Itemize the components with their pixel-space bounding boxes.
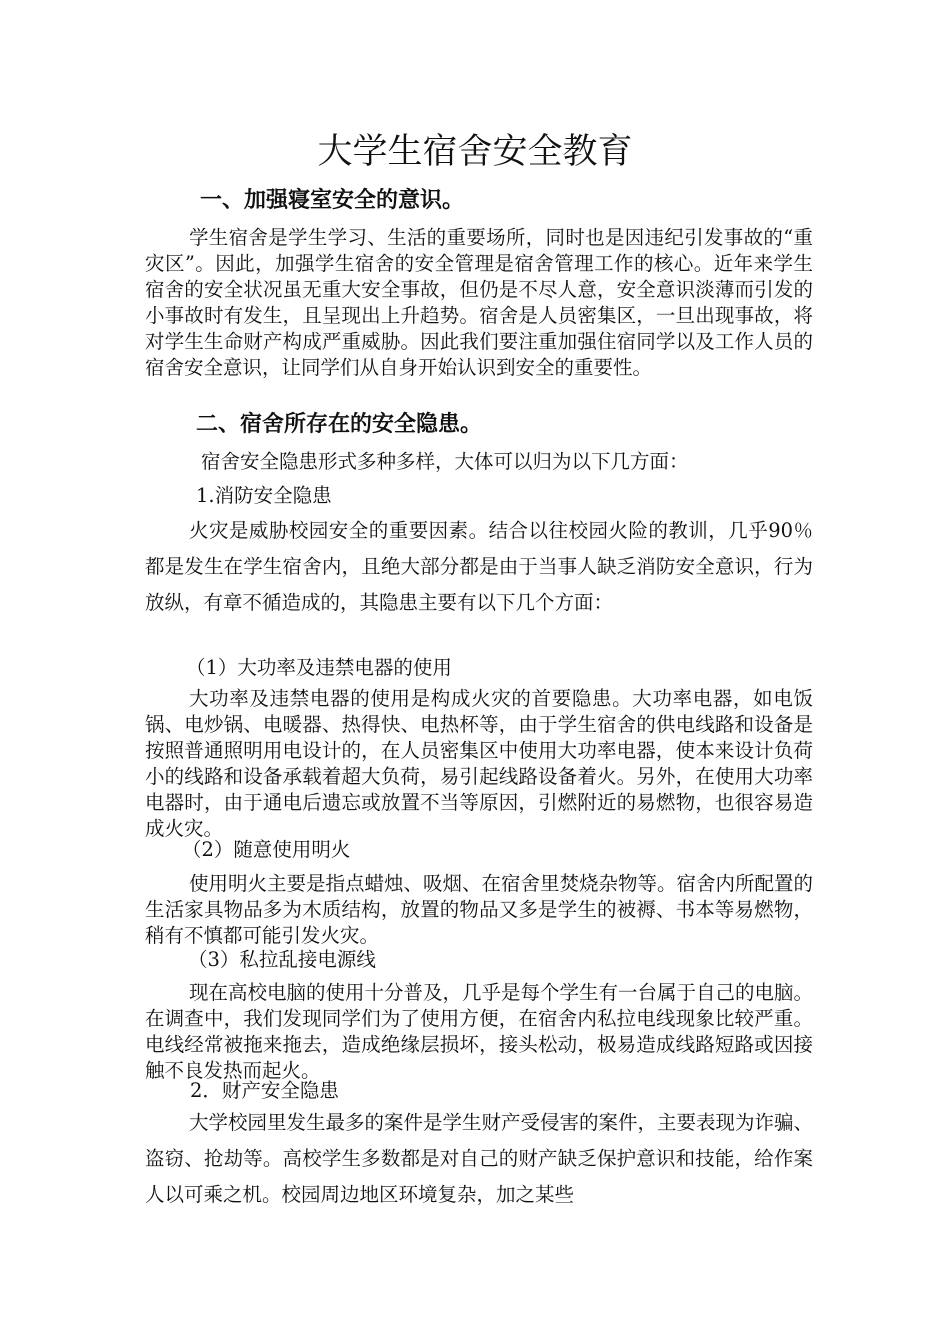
property-safety-paragraph: 大学校园里发生最多的案件是学生财产受侵害的案件，主要表现为诈骗、盗窃、抢劫等。高校学生多数都是对自己的财产缺乏保护意识和技能，给作案人以可乘之机。校园周边地区环境复杂，加之某些	[145, 1111, 814, 1206]
section-1-paragraph: 学生宿舍是学生学习、生活的重要场所，同时也是因违纪引发事故的“重灾区”。因此，加强学生宿舍的安全管理是宿舍管理工作的核心。近年来学生宿舍的安全状况虽无重大安全事故，但仍是不尽人意，安全意识淡薄而引发的小事故时有发生，且呈现出上升趋势。宿舍是人员密集区，一旦出现事故，将对学生生命财产构成严重威胁。因此我们要注重加强住宿同学以及工作人员的宿舍安全意识，让同学们从自身开始认识到安全的重要性。	[145, 226, 813, 379]
fire-item-1-paragraph: 大功率及违禁电器的使用是构成火灾的首要隐患。大功率电器，如电饭锅、电炒锅、电暖器、热得快、电热杯等，由于学生宿舍的供电线路和设备是按照普通照明用电设计的，在人员密集区中使用大功率电器，使本来设计负荷小的线路和设备承载着超大负荷，易引起线路设备着火。另外，在使用大功率电器时，由于通电后遗忘或放置不当等原因，引燃附近的易燃物，也很容易造成火灾。	[145, 687, 813, 840]
fire-item-3-paragraph: 现在高校电脑的使用十分普及，几乎是每个学生有一台属于自己的电脑。在调查中，我们发现同学们为了使用方便，在宿舍内私拉电线现象比较严重。电线经常被拖来拖去，造成绝缘层损坏，接头松动，极易造成线路短路或因接触不良发热而起火。	[145, 981, 814, 1082]
section-2-intro: 宿舍安全隐患形式多种多样，大体可以归为以下几方面：	[201, 450, 689, 473]
fire-safety-label: 1.消防安全隐患	[196, 484, 332, 507]
fire-item-2-paragraph: 使用明火主要是指点蜡烛、吸烟、在宿舍里焚烧杂物等。宿舍内所配置的生活家具物品多为木质结构，放置的物品又多是学生的被褥、书本等易燃物，稍有不慎都可能引发火灾。	[145, 872, 814, 947]
property-safety-label: 2．财产安全隐患	[190, 1079, 339, 1102]
fire-item-1-label: （1）大功率及违禁电器的使用	[186, 656, 452, 679]
section-2-heading: 二、宿舍所存在的安全隐患。	[196, 412, 483, 437]
fire-item-3-label: （3）私拉乱接电源线	[188, 948, 376, 971]
document-title: 大学生宿舍安全教育	[317, 132, 633, 172]
section-1-heading: 一、加强寝室安全的意识。	[200, 188, 465, 213]
fire-item-2-label: （2）随意使用明火	[182, 838, 351, 861]
fire-safety-paragraph: 火灾是威胁校园安全的重要因素。结合以往校园火险的教训，几乎90％都是发生在学生宿舍内，且绝大部分都是由于当事人缺乏消防安全意识，行为放纵，有章不循造成的，其隐患主要有以下几个方面：	[145, 519, 813, 614]
